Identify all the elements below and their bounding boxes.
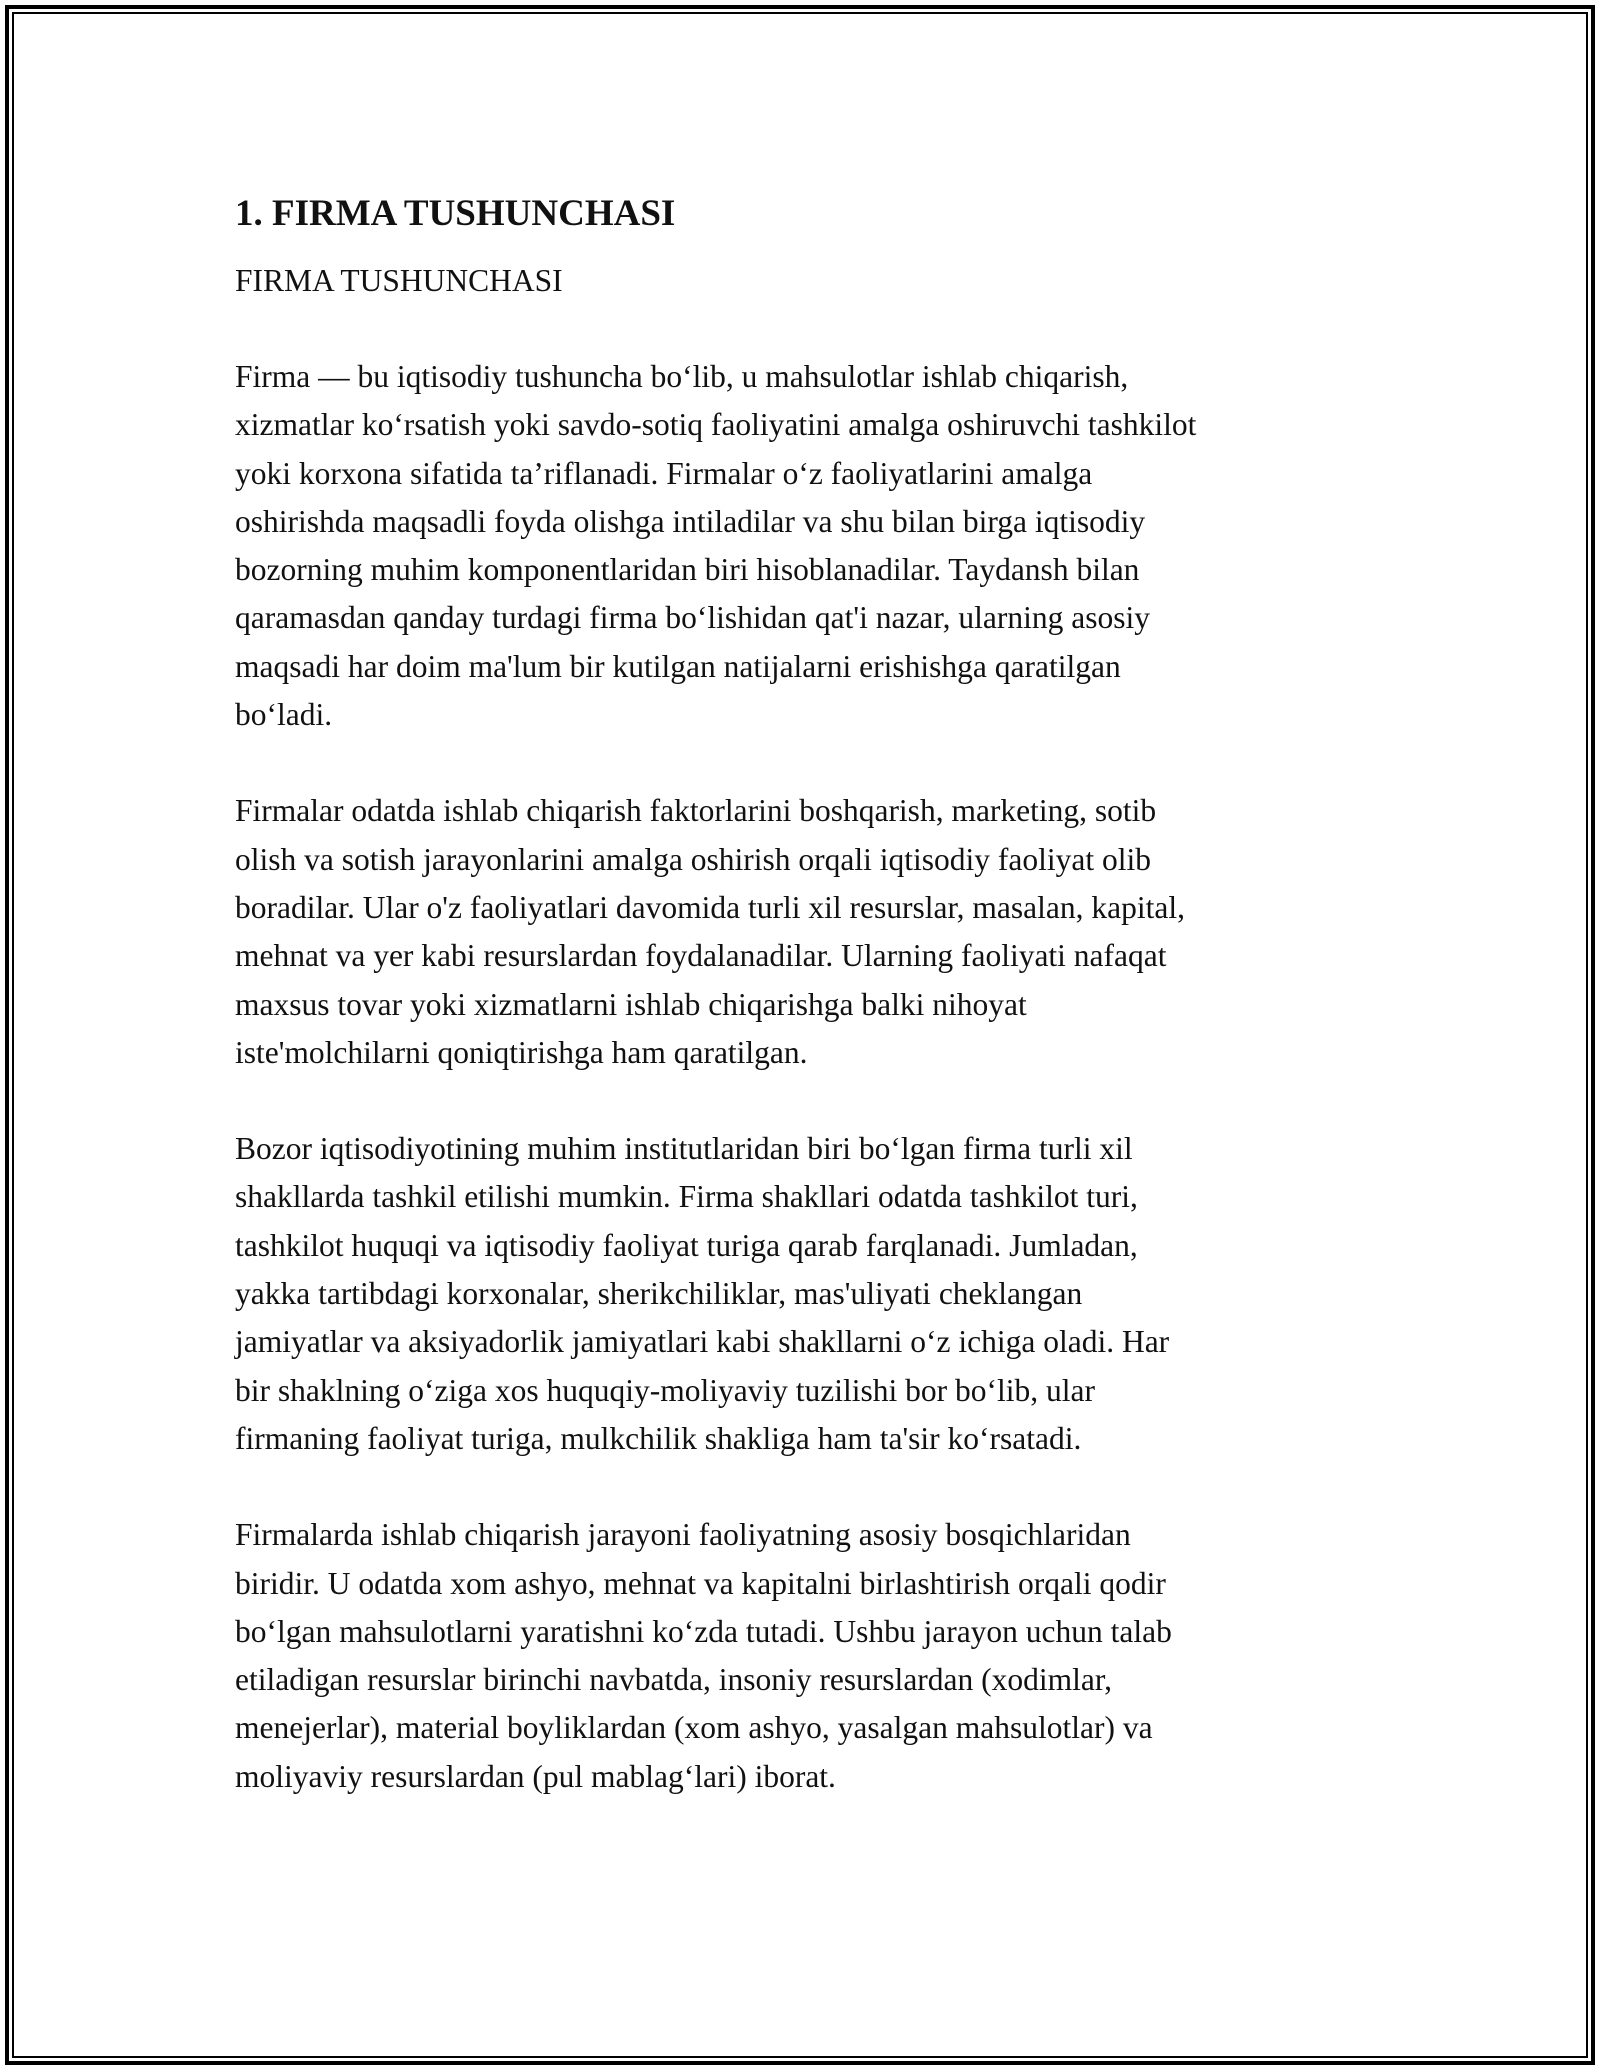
paragraph-4	[235, 1511, 1385, 1801]
paragraph-line: qaramasdan qanday turdagi firma bo‘lishidan qat'i nazar, ularning asosiy	[235, 600, 1150, 636]
paragraph-line: xizmatlar ko‘rsatish yoki savdo-sotiq faoliyatini amalga oshiruvchi tashkilot	[235, 407, 1197, 443]
paragraph-line: biridir. U odatda xom ashyo, mehnat va kapitalni birlashtirish orqali qodir	[235, 1565, 1166, 1601]
paragraph-line: bir shaklning o‘ziga xos huquqiy-moliyaviy tuzilishi bor bo‘lib, ular	[235, 1372, 1096, 1408]
paragraph-1	[235, 353, 1385, 739]
paragraph-line: menejerlar), material boyliklardan (xom ashyo, yasalgan mahsulotlar) va	[235, 1710, 1153, 1746]
paragraph-line: olish va sotish jarayonlarini amalga oshirish orqali iqtisodiy faoliyat olib	[235, 841, 1151, 877]
paragraph-line: maqsadi har doim ma'lum bir kutilgan natijalarni erishishga qaratilgan	[235, 648, 1121, 684]
document-body	[235, 186, 1385, 1801]
paragraph-line: Firmalar odatda ishlab chiqarish faktorlarini boshqarish, marketing, sotib	[235, 793, 1157, 829]
paragraph-line: boradilar. Ular o'z faoliyatlari davomida turli xil resurslar, masalan, kapital,	[235, 889, 1185, 925]
paragraph-3	[235, 1125, 1385, 1463]
paragraph-line: mehnat va yer kabi resurslardan foydalanadilar. Ularning faoliyati nafaqat	[235, 938, 1167, 974]
paragraph-line: moliyaviy resurslardan (pul mablag‘lari) iborat.	[235, 1758, 836, 1794]
paragraph-line: bozorning muhim komponentlaridan biri hisoblanadilar. Taydansh bilan	[235, 552, 1140, 588]
paragraph-line: etiladigan resurslar birinchi navbatda, insoniy resurslardan (xodimlar,	[235, 1662, 1112, 1698]
paragraph-line: oshirishda maqsadli foyda olishga intiladilar va shu bilan birga iqtisodiy	[235, 503, 1146, 539]
paragraph-line: yakka tartibdagi korxonalar, sherikchiliklar, mas'uliyati cheklangan	[235, 1276, 1083, 1312]
paragraph-line: firmaning faoliyat turiga, mulkchilik shakliga ham ta'sir ko‘rsatadi.	[235, 1420, 1082, 1456]
paragraph-line: Bozor iqtisodiyotining muhim institutlaridan biri bo‘lgan firma turli xil	[235, 1131, 1133, 1167]
paragraph-line: Firmalarda ishlab chiqarish jarayoni faoliyatning asosiy bosqichlaridan	[235, 1517, 1131, 1553]
paragraph-line: maxsus tovar yoki xizmatlarni ishlab chiqarishga balki nihoyat	[235, 986, 1027, 1022]
paragraph-line: jamiyatlar va aksiyadorlik jamiyatlari kabi shakllarni o‘z ichiga oladi. Har	[235, 1324, 1170, 1360]
paragraph-line: iste'molchilarni qoniqtirishga ham qaratilgan.	[235, 1034, 808, 1070]
paragraph-line: tashkilot huquqi va iqtisodiy faoliyat turiga qarab farqlanadi. Jumladan,	[235, 1227, 1138, 1263]
paragraph-line: Firma — bu iqtisodiy tushuncha bo‘lib, u mahsulotlar ishlab chiqarish,	[235, 359, 1129, 394]
paragraph-2	[235, 787, 1385, 1077]
paragraph-line: shakllarda tashkil etilishi mumkin. Firma shakllari odatda tashkilot turi,	[235, 1179, 1138, 1215]
page-subtitle: FIRMA TUSHUNCHASI	[235, 263, 563, 298]
paragraph-line: yoki korxona sifatida ta’riflanadi. Firmalar o‘z faoliyatlarini amalga	[235, 455, 1093, 491]
page-title: 1. FIRMA TUSHUNCHASI	[235, 193, 676, 234]
paragraph-line: bo‘ladi.	[235, 697, 333, 733]
paragraph-line: bo‘lgan mahsulotlarni yaratishni ko‘zda tutadi. Ushbu jarayon uchun talab	[235, 1613, 1172, 1649]
